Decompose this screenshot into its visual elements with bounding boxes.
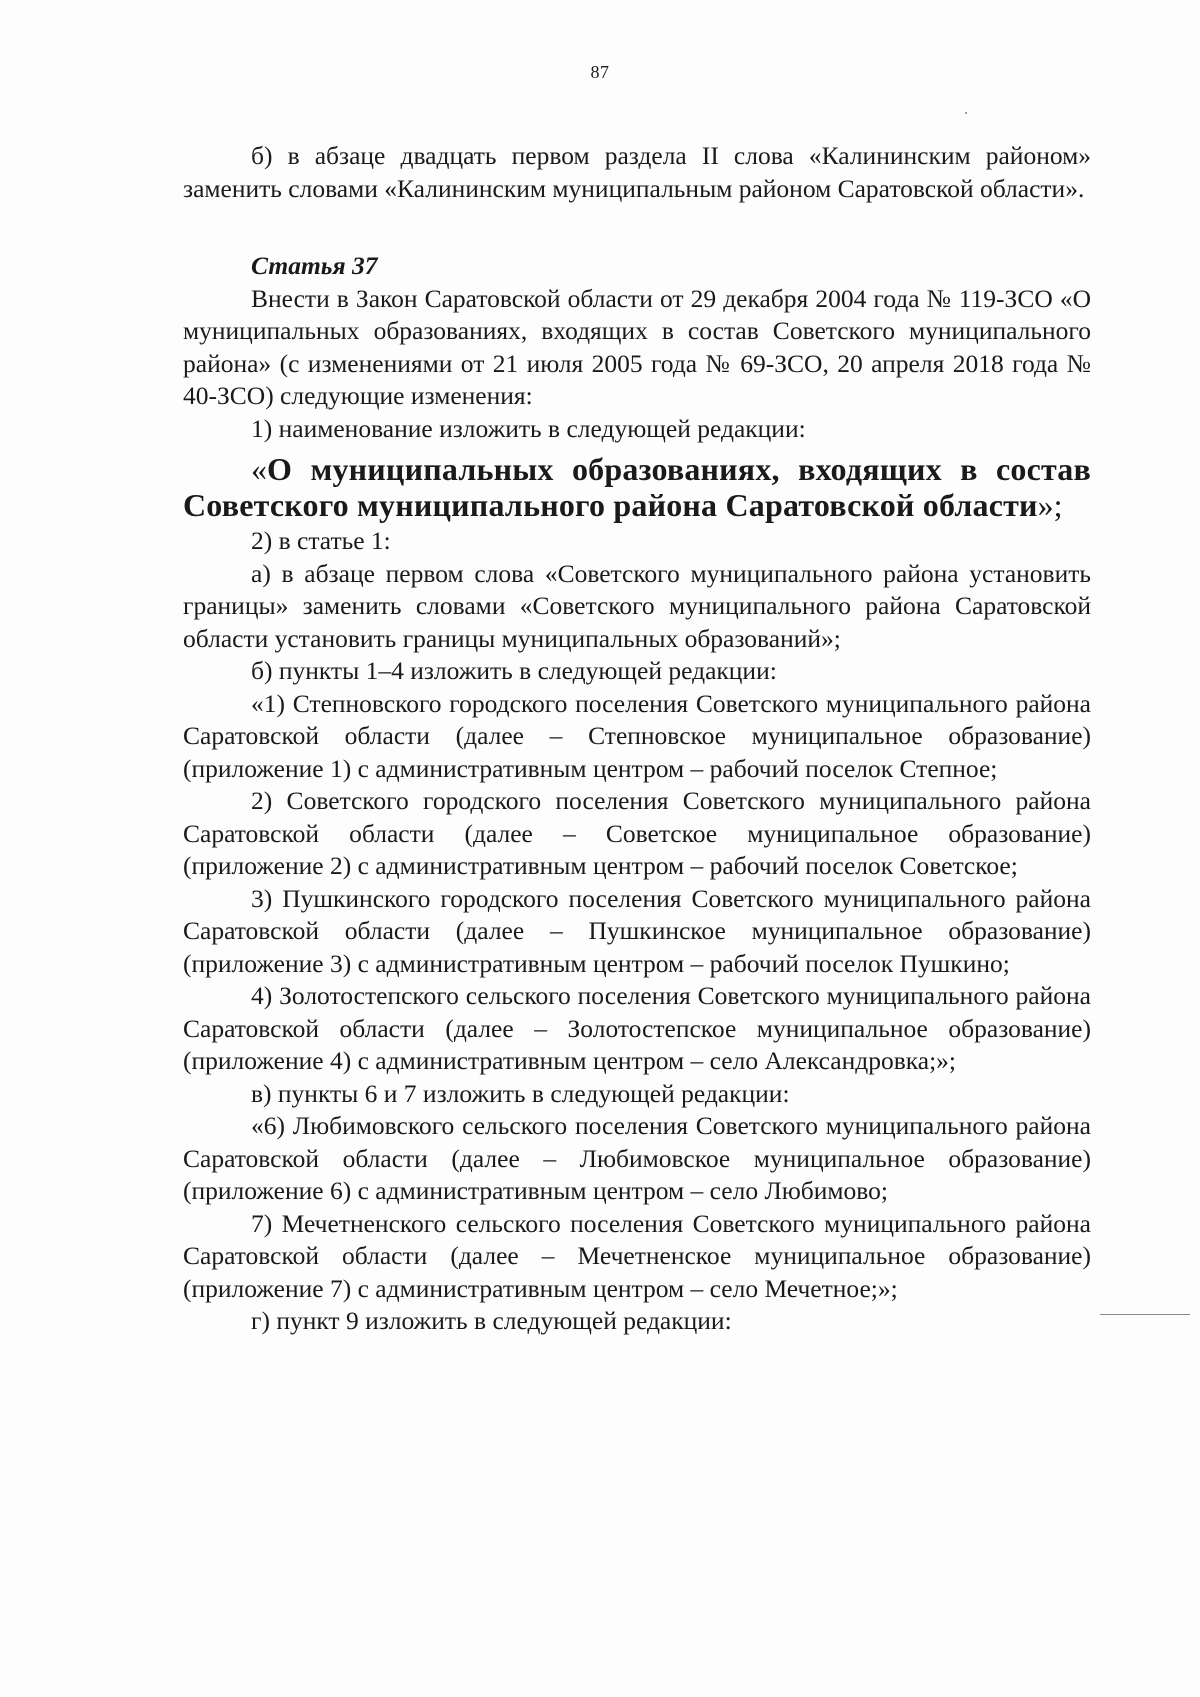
paragraph-item-1: 1) наименование изложить в следующей редакции: bbox=[251, 413, 806, 443]
paragraph-point-4: 4) Золотостепского сельского поселения Советского муниципального района Саратовской области (далее – Золотостепское муниципальное образование) (приложение 4) с административным центром – село Александровка;»; bbox=[183, 981, 1091, 1075]
title-bold-text: О муниципальных образованиях, входящих в состав Советского муниципального района Саратовской области bbox=[183, 451, 1091, 523]
page-number: 87 bbox=[590, 62, 610, 82]
paragraph-amendment-b: б) в абзаце двадцать первом раздела II слова «Калининским районом» заменить словами «Калининским муниципальным районом Саратовской области». bbox=[183, 141, 1091, 203]
paragraph-article-intro: Внести в Закон Саратовской области от 29 декабря 2004 года № 119-ЗСО «О муниципальных образованиях, входящих в состав Советского муниципального района» (с изменениями от 21 июля 2005 года № 69-ЗСО, 20 апреля 2018 года № 40-ЗСО) следующие изменения: bbox=[183, 283, 1091, 410]
paragraph-point-1: «1) Степновского городского поселения Советского муниципального района Саратовской области (далее – Степновское муниципальное образование) (приложение 1) с административным центром – рабочий поселок Степное; bbox=[183, 688, 1091, 783]
scan-artifact-line bbox=[1100, 1314, 1190, 1315]
paragraph-point-2: 2) Советского городского поселения Советского муниципального района Саратовской области (далее – Советское муниципальное образование) (приложение 2) с административным центром – рабочий поселок Советское; bbox=[183, 786, 1091, 880]
title-close-quote: »; bbox=[1037, 487, 1063, 523]
article-heading: Статья 37 bbox=[251, 251, 378, 280]
paragraph-sub-v: в) пункты 6 и 7 изложить в следующей редакции: bbox=[251, 1078, 790, 1108]
paragraph-sub-g: г) пункт 9 изложить в следующей редакции: bbox=[251, 1306, 732, 1335]
paragraph-sub-b: б) пункты 1–4 изложить в следующей редакции: bbox=[251, 656, 777, 685]
paragraph-point-6: «6) Любимовского сельского поселения Советского муниципального района Саратовской области (далее – Любимовское муниципальное образование) (приложение 6) с административным центром – село Любимово; bbox=[183, 1111, 1091, 1205]
paragraph-sub-a: а) в абзаце первом слова «Советского муниципального района установить границы» заменить словами «Советского муниципального района Саратовской области установить границы муниципальных образований»; bbox=[183, 558, 1091, 653]
title-open-quote: « bbox=[251, 451, 267, 487]
new-law-title bbox=[183, 451, 1091, 523]
document-body bbox=[183, 140, 1091, 1338]
paragraph-item-2: 2) в статье 1: bbox=[251, 526, 391, 555]
paragraph-point-3: 3) Пушкинского городского поселения Советского муниципального района Саратовской области (далее – Пушкинское муниципальное образование) (приложение 3) с административным центром – рабочий поселок Пушкино; bbox=[183, 883, 1091, 978]
scan-artifact-dot bbox=[965, 112, 967, 114]
paragraph-point-7: 7) Мечетненского сельского поселения Советского муниципального района Саратовской области (далее – Мечетненское муниципальное образование) (приложение 7) с административным центром – село Мечетное;»; bbox=[183, 1208, 1091, 1303]
